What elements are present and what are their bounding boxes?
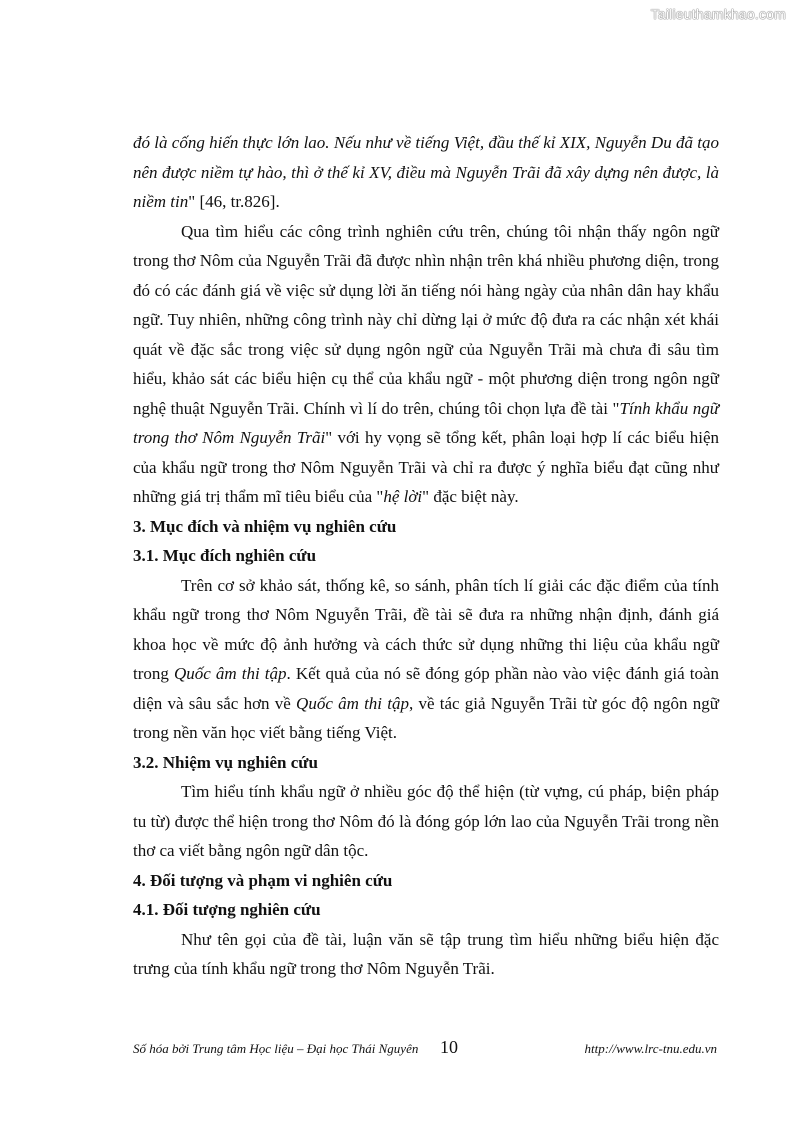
purpose-text-c: , về tác giả Nguyễn Trãi từ góc độ ngôn ngữ trong nền văn học viết bằng tiếng Việt. bbox=[133, 693, 719, 742]
thesis-title: Tính khẩu ngữ trong thơ Nôm Nguyễn Trãi bbox=[133, 398, 719, 447]
paragraph-object: Như tên gọi của đề tài, luận văn sẽ tập trung tìm hiểu những biểu hiện đặc trưng của tính khẩu ngữ trong thơ Nôm Nguyễn Trãi. bbox=[133, 929, 719, 978]
heading-section-4-1: 4.1. Đối tượng nghiên cứu bbox=[133, 900, 321, 919]
book-title-2: Quốc âm thi tập bbox=[296, 693, 409, 713]
paragraph-overview bbox=[133, 217, 719, 512]
overview-text-c: " đặc biệt này. bbox=[422, 487, 519, 506]
purpose-text-b: . Kết quả của nó sẽ đóng góp phần nào vào việc đánh giá toàn diện và sâu sắc hơn về bbox=[133, 664, 719, 713]
paragraph-tasks: Tìm hiểu tính khẩu ngữ ở nhiều góc độ thể hiện (từ vựng, cú pháp, biện pháp tu từ) được thể hiện trong thơ Nôm đó là đóng góp lớn lao của Nguyễn Trãi trong nền thơ ca viết bằng ngôn ngữ dân tộc. bbox=[133, 782, 719, 860]
term-he-loi: hệ lời bbox=[383, 487, 423, 506]
document-body bbox=[133, 128, 719, 984]
overview-text-b: " với hy vọng sẽ tổng kết, phân loại hợp lí các biểu hiện của khẩu ngữ trong thơ Nôm Nguyễn Trãi và chỉ ra được ý nghĩa biểu đạt cũng như những giá trị thẩm mĩ tiêu biểu của " bbox=[133, 428, 720, 506]
page-footer bbox=[133, 1037, 719, 1067]
quote-text: đó là cống hiến thực lớn lao. Nếu như về tiếng Việt, đầu thế kỉ XIX, Nguyễn Du đã tạo nên được niềm tự hào, thì ở thế kỉ XV, điều mà Nguyễn Trãi đã xây dựng nên được, là niềm tin bbox=[133, 133, 719, 211]
heading-section-3-1: 3.1. Mục đích nghiên cứu bbox=[133, 546, 317, 565]
footer-url: http://www.lrc-tnu.edu.vn bbox=[584, 1041, 717, 1056]
quote-citation: " [46, tr.826]. bbox=[188, 192, 280, 211]
purpose-text-a: Trên cơ sở khảo sát, thống kê, so sánh, phân tích lí giải các đặc điểm của tính khẩu ngữ trong thơ Nôm Nguyễn Trãi, đề tài sẽ đưa ra những nhận định, đánh giá khoa học về mức độ ảnh hưởng và cách thức sử dụng những thi liệu của khẩu ngữ trong bbox=[133, 575, 719, 683]
heading-section-4: 4. Đối tượng và phạm vi nghiên cứu bbox=[133, 870, 393, 890]
page-number: 10 bbox=[440, 1037, 458, 1057]
book-title-1: Quốc âm thi tập bbox=[173, 664, 287, 683]
footer-source: Số hóa bởi Trung tâm Học liệu – Đại học Thái Nguyên bbox=[133, 1041, 419, 1056]
heading-section-3-2: 3.2. Nhiệm vụ nghiên cứu bbox=[133, 752, 318, 772]
watermark: Tailieuthamkhao.com bbox=[650, 6, 786, 22]
overview-text-a: Qua tìm hiểu các công trình nghiên cứu trên, chúng tôi nhận thấy ngôn ngữ trong thơ Nôm của Nguyễn Trãi đã được nhìn nhận trên khá nhiều phương diện, trong đó có các đánh giá về việc sử dụng lời ăn tiếng nói hàng ngày của nhân dân hay khẩu ngữ. Tuy nhiên, những công trình này chỉ dừng lại ở mức độ đưa ra các nhận xét khái quát về đặc sắc trong việc sử dụng ngôn ngữ của Nguyễn Trãi mà chưa đi sâu tìm hiểu, khảo sát các biểu hiện cụ thể của khẩu ngữ - một phương diện trong ngôn ngữ nghệ thuật Nguyễn Trãi. Chính vì lí do trên, chúng tôi chọn lựa đề tài " bbox=[133, 221, 719, 418]
heading-section-3: 3. Mục đích và nhiệm vụ nghiên cứu bbox=[133, 516, 397, 536]
paragraph-quote bbox=[133, 128, 719, 217]
paragraph-purpose bbox=[133, 571, 719, 748]
